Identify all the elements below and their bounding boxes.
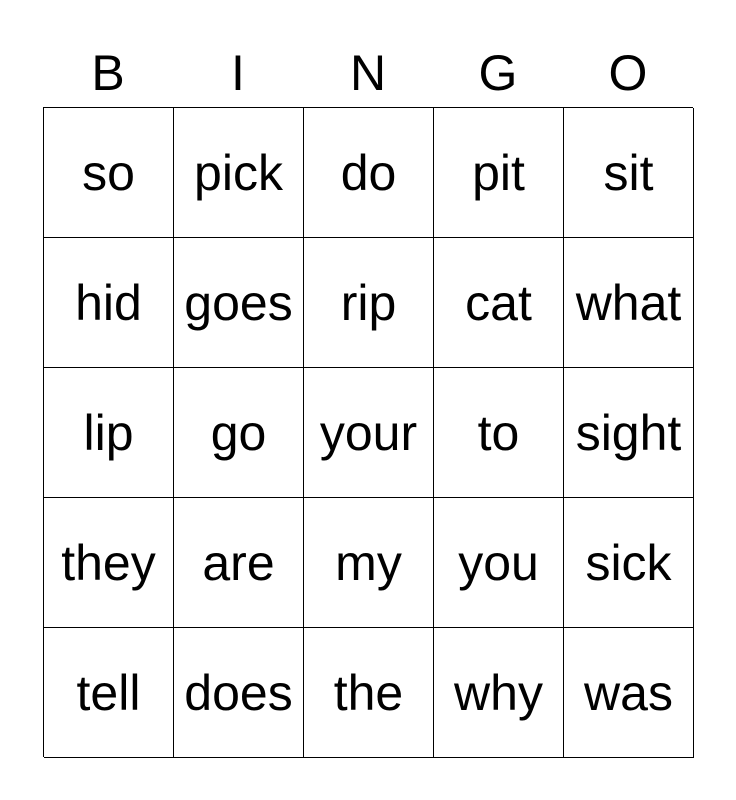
bingo-cell[interactable]: pick [174,108,304,238]
bingo-header [43,40,693,106]
bingo-cell[interactable]: does [174,628,304,758]
bingo-cell[interactable]: rip [304,238,434,368]
header-letter-i: I [231,45,245,101]
bingo-cell[interactable]: your [304,368,434,498]
header-letter-b: B [91,45,125,101]
bingo-cell[interactable]: you [434,498,564,628]
bingo-cell[interactable]: sight [564,368,694,498]
bingo-cell[interactable]: why [434,628,564,758]
header-letter-n: N [349,45,387,101]
bingo-cell[interactable]: tell [44,628,174,758]
bingo-cell[interactable]: what [564,238,694,368]
header-letter-o: O [608,45,648,101]
bingo-cell[interactable]: lip [44,368,174,498]
bingo-cell[interactable]: to [434,368,564,498]
bingo-cell[interactable]: sit [564,108,694,238]
bingo-cell[interactable]: was [564,628,694,758]
bingo-cell[interactable]: hid [44,238,174,368]
bingo-cell[interactable]: are [174,498,304,628]
bingo-cell[interactable]: goes [174,238,304,368]
bingo-cell[interactable]: the [304,628,434,758]
bingo-cell[interactable]: pit [434,108,564,238]
bingo-cell[interactable]: so [44,108,174,238]
bingo-grid [43,107,693,757]
bingo-cell[interactable]: do [304,108,434,238]
bingo-cell[interactable]: sick [564,498,694,628]
bingo-cell[interactable]: they [44,498,174,628]
bingo-cell[interactable]: go [174,368,304,498]
bingo-cell[interactable]: cat [434,238,564,368]
bingo-cell[interactable]: my [304,498,434,628]
header-letter-g: G [478,45,518,101]
